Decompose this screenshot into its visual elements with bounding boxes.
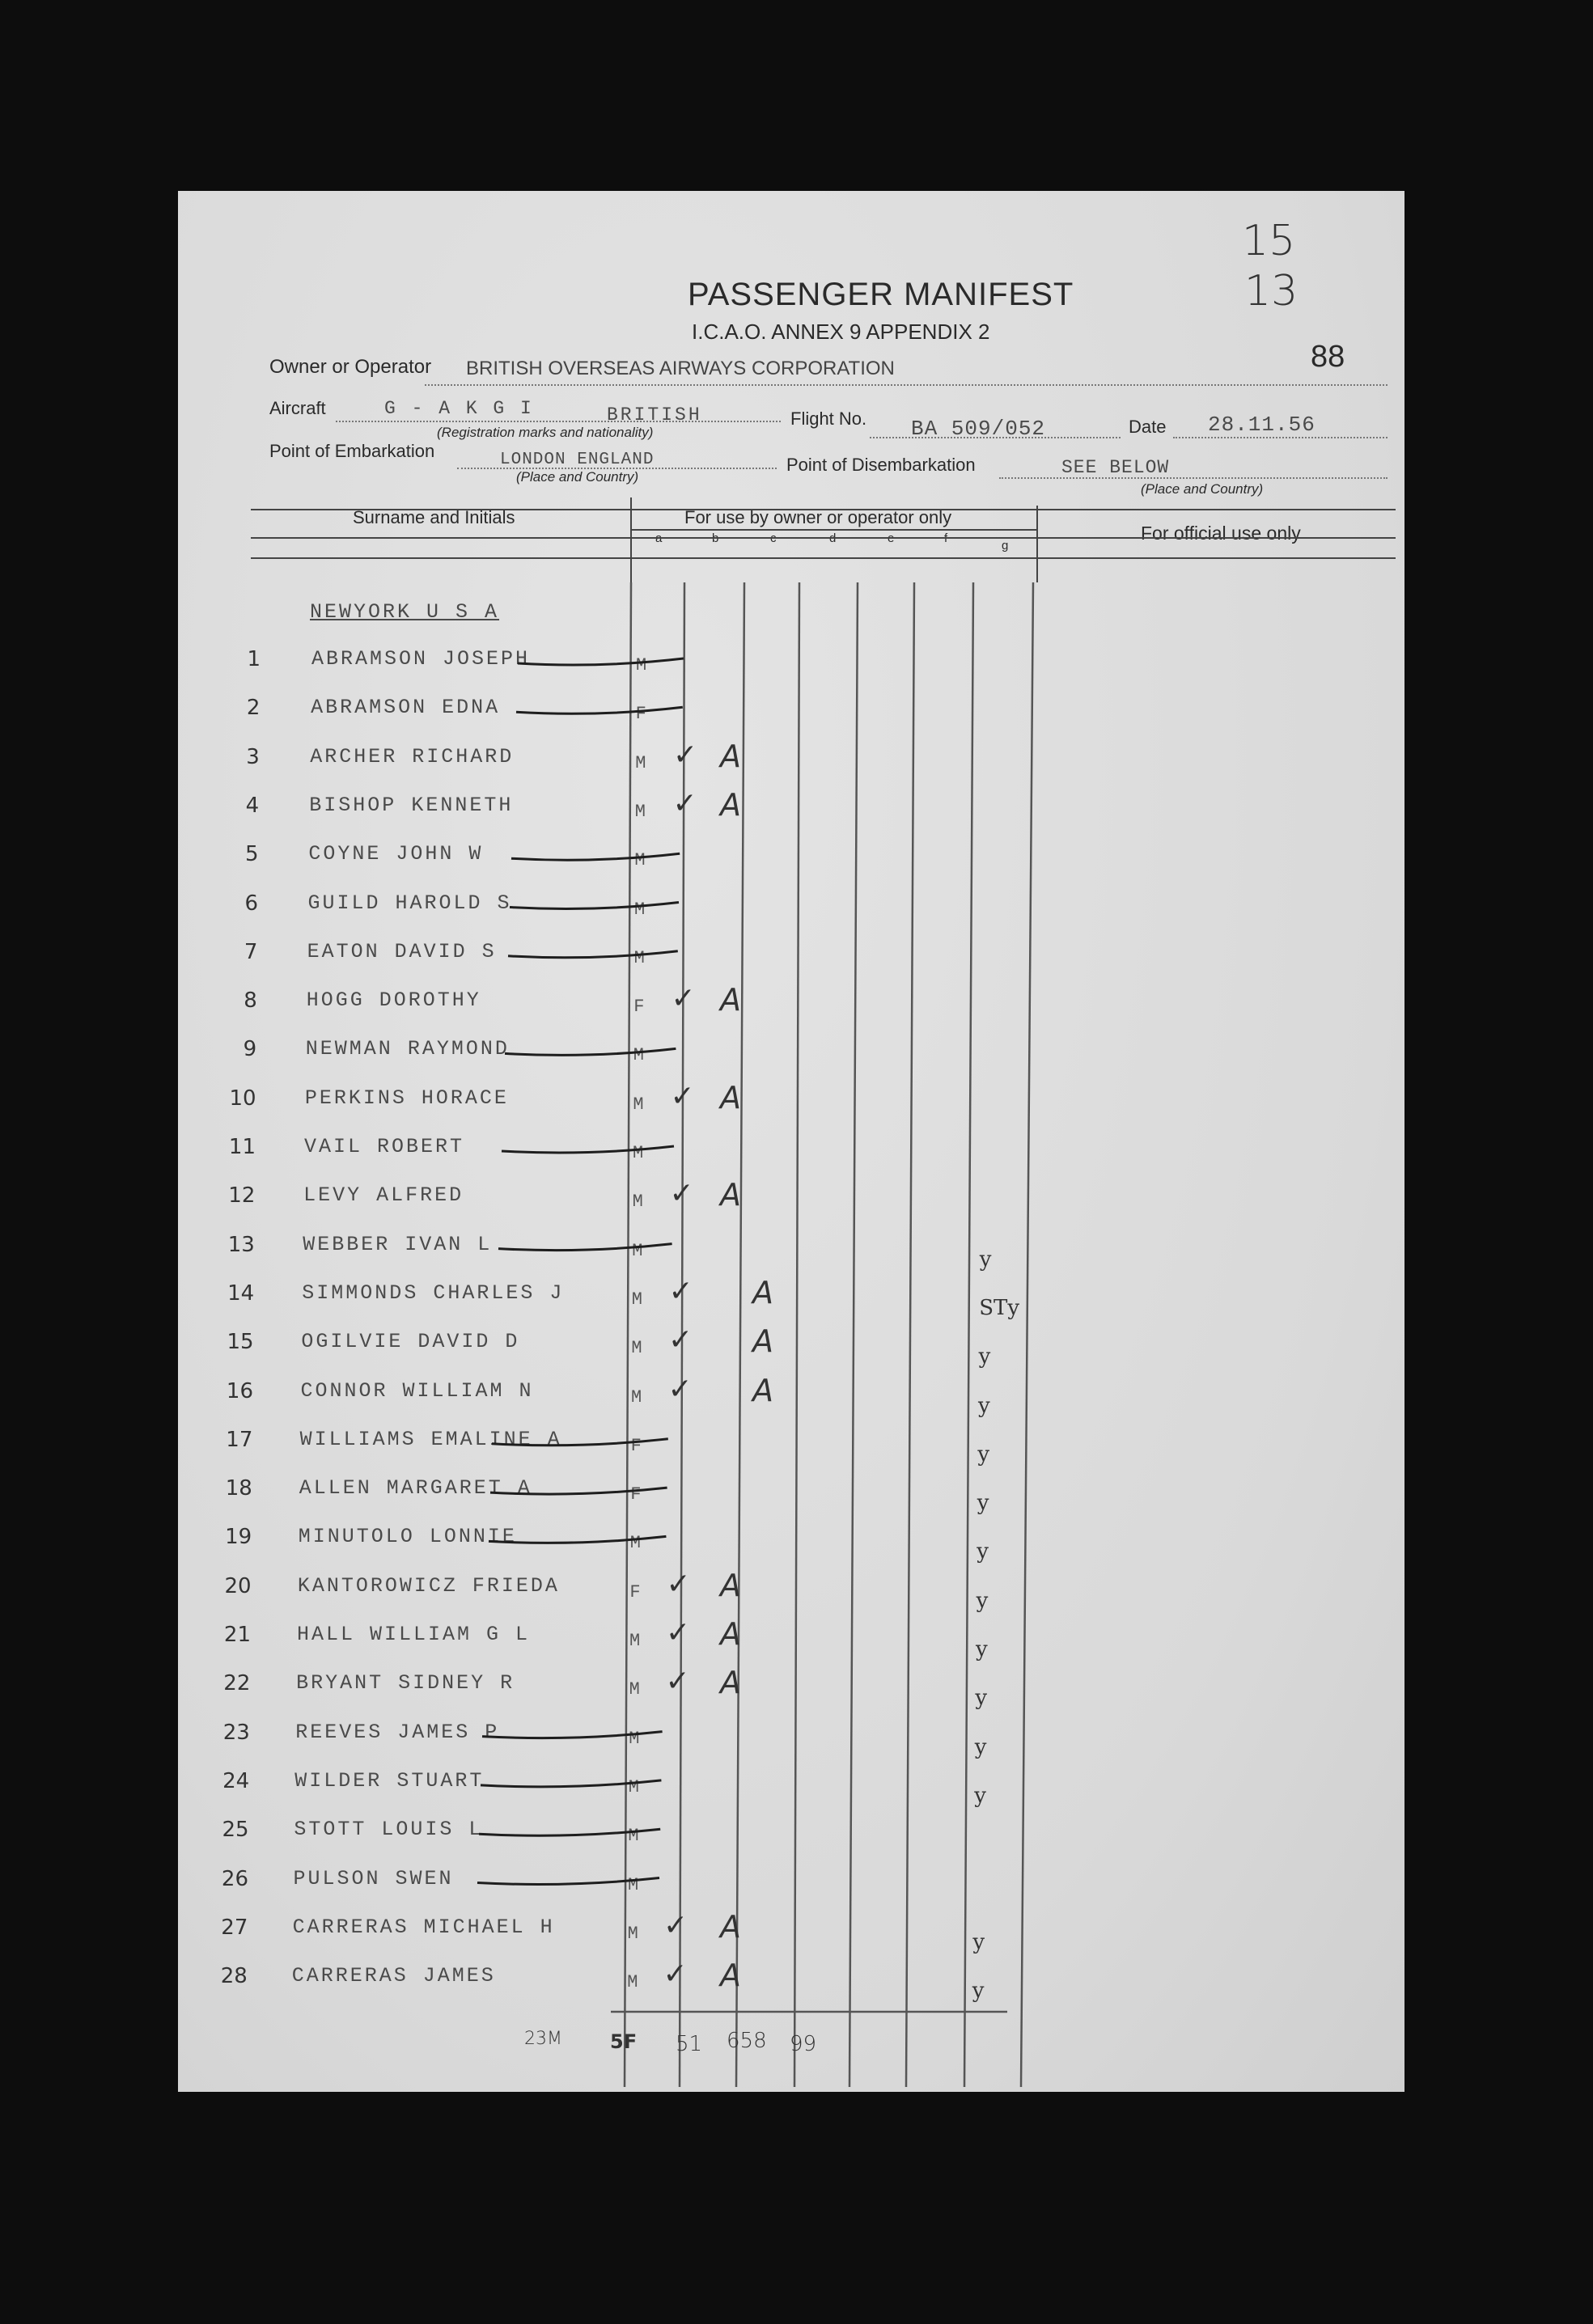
sex-marker: M (629, 1631, 641, 1651)
passenger-name: BRYANT SIDNEY R (296, 1671, 515, 1695)
aircraft-value: G - A K G I (384, 398, 534, 419)
mark-a: A (720, 1567, 741, 1603)
official-y: y (978, 1344, 991, 1369)
sex-marker: M (631, 1386, 642, 1408)
owner-label: Owner or Operator (269, 356, 432, 378)
row-number: 10 (229, 1086, 256, 1111)
passenger-name: STOTT LOUIS L (294, 1818, 484, 1842)
passenger-name: SIMMONDS CHARLES J (302, 1281, 565, 1305)
check-mark: ✓ (665, 1665, 690, 1699)
sub-col-c: c (770, 531, 777, 545)
sub-col-f: f (944, 531, 948, 545)
row-number: 8 (244, 988, 257, 1014)
passenger-name: WILDER STUART (294, 1768, 485, 1793)
check-mark: ✓ (672, 786, 697, 820)
sex-marker: M (629, 1728, 640, 1749)
passenger-name: ALLEN MARGARET A (299, 1476, 532, 1501)
date-label: Date (1129, 417, 1167, 437)
row-number: 13 (227, 1232, 255, 1257)
sex-marker: M (628, 1874, 639, 1895)
sex-marker: M (627, 1972, 638, 1993)
sex-marker: M (634, 850, 646, 871)
official-y: y (972, 1979, 985, 2004)
row-number: 7 (244, 939, 258, 964)
row-number: 24 (222, 1768, 250, 1793)
total-females: 5F (610, 2030, 638, 2053)
mark-a: A (720, 1616, 741, 1652)
owner-value: BRITISH OVERSEAS AIRWAYS CORPORATION (466, 358, 895, 379)
flight-value: BA 509/052 (911, 417, 1046, 441)
passenger-name: CARRERAS JAMES (291, 1964, 496, 1988)
passenger-name: GUILD HAROLD S (307, 891, 512, 915)
sub-col-g: g (1002, 539, 1009, 552)
aircraft-dotline (336, 421, 781, 422)
flight-label: Flight No. (790, 408, 867, 429)
passenger-name: COYNE JOHN W (308, 842, 484, 866)
official-y: y (977, 1539, 989, 1564)
sex-marker: M (634, 801, 646, 822)
row-number: 1 (247, 647, 261, 671)
sex-marker: F (635, 704, 646, 725)
disembark-dotline (999, 477, 1388, 479)
row-number: 4 (245, 793, 260, 818)
row-number: 22 (223, 1671, 251, 1696)
row-number: 11 (228, 1135, 256, 1159)
official-y: y (974, 1783, 986, 1808)
date-value: 28.11.56 (1208, 413, 1315, 437)
sub-col-e: e (888, 531, 895, 545)
total-col-d: 99 (790, 2032, 817, 2056)
official-y: y (977, 1491, 989, 1516)
sex-marker: M (633, 1094, 644, 1115)
row-number: 25 (222, 1818, 249, 1843)
row-number: 19 (225, 1525, 252, 1550)
total-col-c: 658 (727, 2029, 767, 2053)
passenger-name: ABRAMSON JOSEPH (311, 647, 531, 671)
sex-marker: F (633, 997, 645, 1018)
mark-a: A (752, 1274, 773, 1310)
nationality-value: BRITISH (607, 404, 702, 425)
check-mark: ✓ (666, 1567, 691, 1601)
check-mark: ✓ (673, 738, 698, 772)
passenger-name: WILLIAMS EMALINE A (299, 1427, 562, 1451)
embark-note: (Place and Country) (516, 469, 639, 485)
aircraft-note: (Registration marks and nationality) (437, 425, 654, 440)
passenger-name: OGILVIE DAVID D (301, 1330, 520, 1354)
flight-dotline (870, 437, 1121, 438)
row-number: 15 (227, 1330, 254, 1355)
passenger-name: PERKINS HORACE (304, 1086, 509, 1110)
owner-dotline (425, 384, 1388, 386)
sex-marker: M (628, 1776, 639, 1797)
col-name-header: Surname and Initials (353, 507, 515, 527)
row-number: 6 (244, 891, 258, 916)
mark-a: A (752, 1372, 773, 1408)
check-mark: ✓ (666, 1616, 691, 1649)
passenger-name: NEWMAN RAYMOND (305, 1037, 510, 1061)
passenger-name: ARCHER RICHARD (310, 744, 515, 768)
row-number: 12 (228, 1183, 256, 1209)
date-dotline (1173, 437, 1388, 438)
official-y: y (977, 1441, 990, 1467)
embark-value: LONDON ENGLAND (500, 451, 655, 469)
col-owner-header: For use by owner or operator only (684, 507, 952, 527)
passenger-name: CARRERAS MICHAEL H (292, 1915, 555, 1939)
row-number: 28 (220, 1964, 248, 1989)
sex-marker: M (629, 1679, 640, 1700)
mark-a: A (720, 1665, 741, 1701)
check-mark: ✓ (670, 1079, 695, 1113)
passenger-name: HOGG DOROTHY (306, 988, 481, 1013)
passenger-name: PULSON SWEN (293, 1866, 454, 1890)
passenger-name: ABRAMSON EDNA (311, 696, 501, 720)
sex-marker: F (630, 1435, 642, 1456)
mark-a: A (720, 738, 741, 774)
mark-a: A (752, 1323, 773, 1360)
passenger-name: VAIL ROBERT (304, 1135, 465, 1158)
row-number: 3 (246, 744, 260, 769)
row-number: 2 (246, 696, 261, 721)
official-y: y (972, 1929, 985, 1954)
sex-marker: M (631, 1289, 642, 1310)
official-y: y (976, 1588, 989, 1613)
official-y: STy (979, 1295, 1020, 1320)
mark-a: A (720, 982, 741, 1018)
row-number: 20 (224, 1573, 252, 1598)
passenger-name: EATON DAVID S (307, 939, 497, 963)
row-number: 21 (223, 1623, 251, 1647)
col-official-header: For official use only (1141, 523, 1301, 544)
passenger-name: WEBBER IVAN L (303, 1232, 493, 1256)
check-mark: ✓ (668, 1323, 693, 1357)
destination-heading: NEWYORK U S A (310, 600, 500, 624)
page-subtitle: I.C.A.O. ANNEX 9 APPENDIX 2 (692, 320, 990, 344)
sub-col-b: b (712, 531, 719, 545)
row-number: 9 (243, 1037, 257, 1062)
corner-number-top: 15 (1242, 217, 1296, 265)
sex-marker: M (628, 1826, 639, 1847)
passenger-name: BISHOP KENNETH (309, 793, 514, 817)
sex-marker: M (635, 752, 646, 773)
passenger-name: MINUTOLO LONNIE (298, 1525, 517, 1549)
embark-dotline (457, 468, 777, 469)
check-mark: ✓ (668, 1274, 693, 1308)
mark-a: A (720, 1958, 741, 1994)
page-number: 88 (1311, 340, 1345, 374)
sex-marker: M (631, 1338, 642, 1359)
sex-marker: F (629, 1581, 641, 1602)
sex-marker: M (634, 899, 646, 920)
disembark-note: (Place and Country) (1141, 481, 1264, 497)
page-title: PASSENGER MANIFEST (688, 277, 1074, 312)
mark-a: A (720, 786, 741, 823)
check-mark: ✓ (671, 982, 696, 1016)
official-y: y (974, 1734, 987, 1759)
corner-number-bottom: 13 (1244, 267, 1299, 315)
total-males: 23M (524, 2029, 562, 2049)
official-y: y (978, 1393, 990, 1418)
sex-marker: F (630, 1484, 642, 1505)
sub-col-a: a (655, 531, 663, 545)
row-number: 5 (245, 842, 259, 867)
sex-marker: M (632, 1240, 643, 1261)
row-number: 16 (226, 1378, 253, 1403)
mark-a: A (720, 1908, 741, 1945)
passenger-name: KANTOROWICZ FRIEDA (297, 1573, 560, 1598)
check-mark: ✓ (667, 1372, 693, 1406)
passenger-name: CONNOR WILLIAM N (300, 1378, 534, 1403)
embark-label: Point of Embarkation (269, 441, 435, 461)
row-number: 27 (221, 1915, 248, 1940)
sub-col-d: d (829, 531, 837, 545)
sex-marker: M (633, 1045, 644, 1066)
passenger-name: REEVES JAMES P (295, 1720, 500, 1744)
passenger-name: LEVY ALFRED (303, 1183, 464, 1208)
aircraft-label: Aircraft (269, 398, 326, 418)
passenger-name: HALL WILLIAM G L (297, 1623, 531, 1646)
official-y: y (976, 1637, 988, 1662)
row-number: 23 (222, 1720, 250, 1745)
check-mark: ✓ (663, 1958, 688, 1992)
sex-marker: M (633, 1143, 644, 1163)
sex-marker: M (633, 947, 645, 968)
sex-marker: M (636, 655, 647, 675)
disembark-value: SEE BELOW (1061, 457, 1170, 478)
total-col-b: 51 (676, 2032, 703, 2056)
official-y: y (979, 1247, 992, 1272)
check-mark: ✓ (669, 1177, 694, 1211)
check-mark: ✓ (663, 1908, 688, 1942)
mark-a: A (720, 1177, 741, 1213)
official-y: y (975, 1686, 988, 1711)
row-number: 26 (221, 1866, 248, 1891)
mark-a: A (720, 1079, 741, 1115)
disembark-label: Point of Disembarkation (786, 455, 976, 475)
row-number: 14 (227, 1281, 255, 1306)
sex-marker: M (629, 1533, 641, 1554)
row-number: 17 (226, 1427, 253, 1452)
row-number: 18 (225, 1476, 252, 1501)
sex-marker: M (627, 1923, 638, 1944)
sex-marker: M (632, 1192, 643, 1213)
